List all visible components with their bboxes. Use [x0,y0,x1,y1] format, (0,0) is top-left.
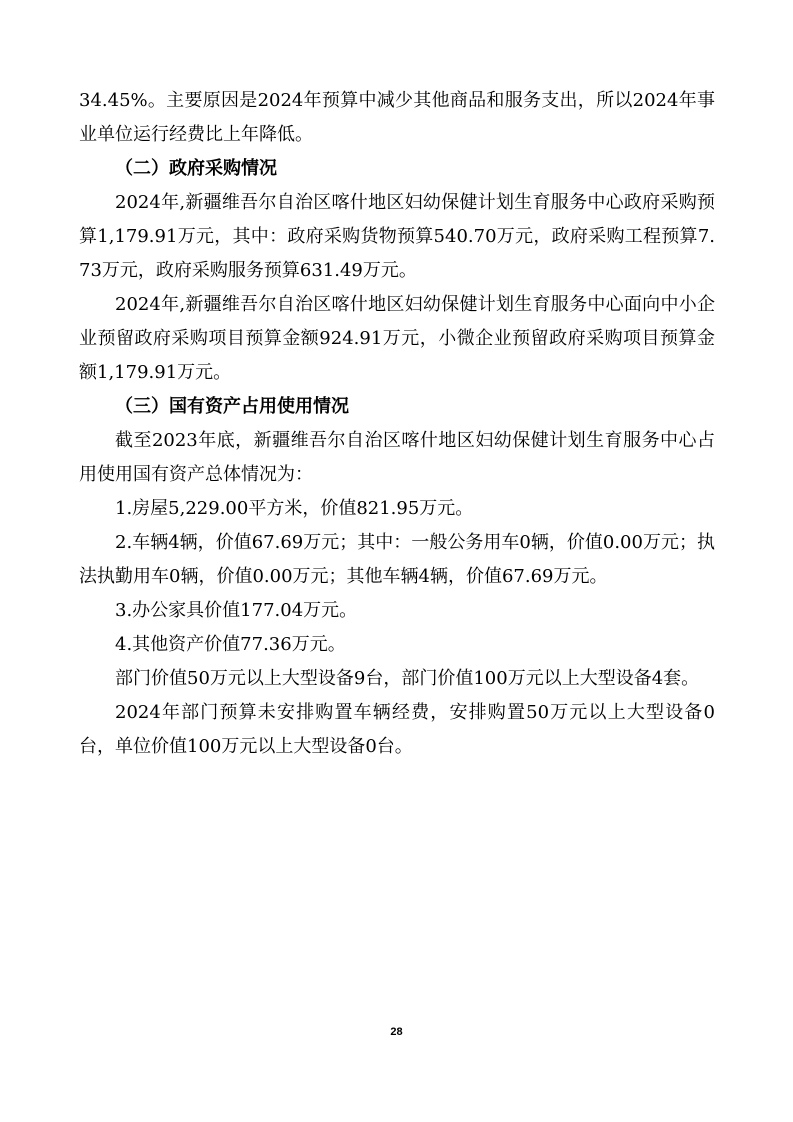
heading-government-procurement: （二）政府采购情况 [115,158,277,179]
paragraph-sme-reserved-procurement: 2024年,新疆维吾尔自治区喀什地区妇幼保健计划生育服务中心面向中小企业预留政府采购项目预算金额924.91万元，小微企业预留政府采购项目预算金额1,179.91万元。 [79,294,715,383]
paragraph-assets-overview: 截至2023年底，新疆维吾尔自治区喀什地区妇幼保健计划生育服务中心占用使用国有资产总体情况为： [79,430,715,485]
paragraph-large-equipment: 部门价值50万元以上大型设备9台，部门价值100万元以上大型设备4套。 [115,668,700,689]
paragraph-procurement-budget: 2024年,新疆维吾尔自治区喀什地区妇幼保健计划生育服务中心政府采购预算1,179.91万元，其中：政府采购货物预算540.70万元，政府采购工程预算7.73万元，政府采购服务预算631.49万元。 [79,192,715,281]
paragraph-asset-other: 4.其他资产价值77.36万元。 [115,634,346,655]
paragraph-asset-vehicles: 2.车辆4辆，价值67.69万元；其中：一般公务用车0辆，价值0.00万元；执法执勤用车0辆，价值0.00万元；其他车辆4辆，价值67.69万元。 [79,532,715,587]
page-number: 28 [390,1026,403,1038]
paragraph-asset-buildings: 1.房屋5,229.00平方米，价值821.95万元。 [115,498,474,519]
paragraph-operating-cost-note: 34.45%。主要原因是2024年预算中减少其他商品和服务支出，所以2024年事业单位运行经费比上年降低。 [79,90,715,145]
paragraph-asset-furniture: 3.办公家具价值177.04万元。 [115,600,358,621]
paragraph-2024-purchase-plan: 2024年部门预算未安排购置车辆经费，安排购置50万元以上大型设备0台，单位价值100万元以上大型设备0台。 [79,702,715,757]
heading-state-assets: （三）国有资产占用使用情况 [115,396,349,417]
document-body [79,84,715,764]
